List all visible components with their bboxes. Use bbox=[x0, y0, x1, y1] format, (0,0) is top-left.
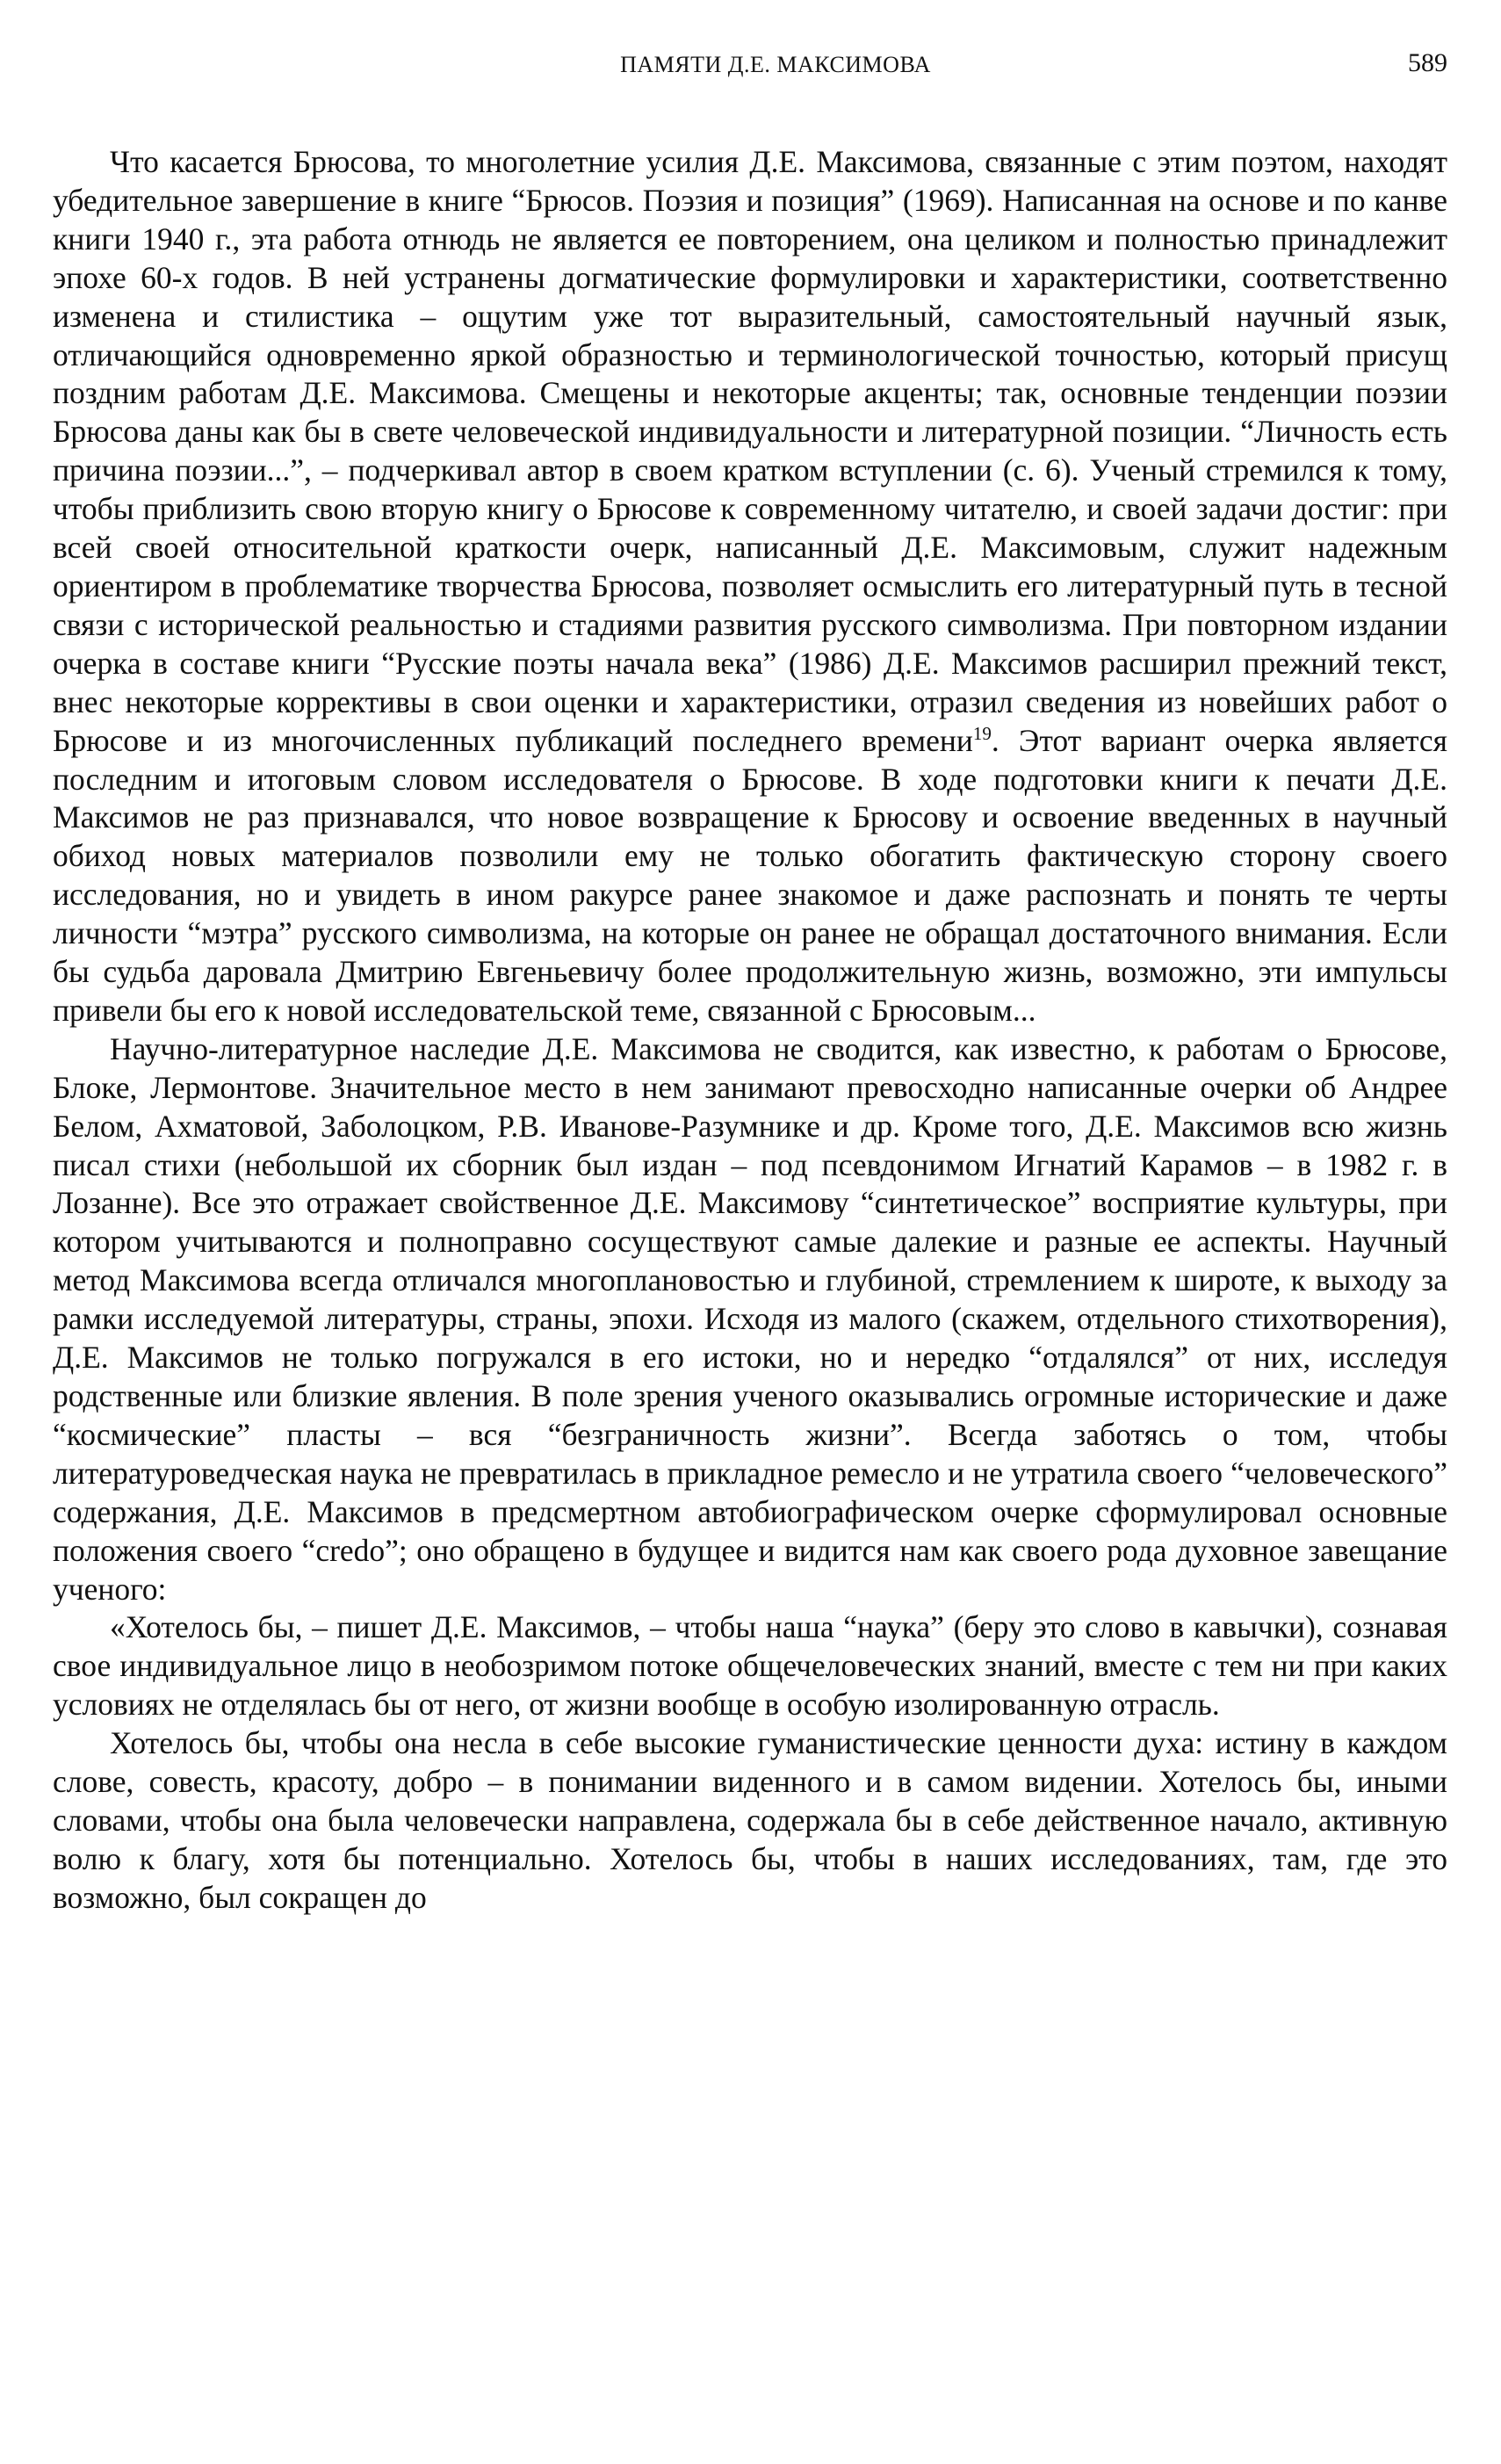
paragraph-quote-continued: Хотелось бы, чтобы она несла в себе высокие гуманистические ценности духа: истину в каждом слове, совесть, красоту, добро – в понимании виденного и в самом видении. Хотелось бы, иными словами, чтобы она была человечески направлена, содержала бы в себе действенное начало, активную волю к благу, хотя бы потенциально. Хотелось бы, чтобы в наших исследованиях, там, где это возможно, был сокращен до bbox=[53, 1725, 1447, 1915]
running-head bbox=[104, 48, 1447, 83]
paragraph-quote-start: «Хотелось бы, – пишет Д.Е. Максимов, – чтобы наша “наука” (беру это слово в кавычки), сознавая свое индивидуальное лицо в необозримом потоке общечеловеческих знаний, вместе с тем ни при каких условиях не отделялась бы от него, от жизни вообще в особую изолированную отрасль. bbox=[53, 1609, 1447, 1723]
page-number: 589 bbox=[1408, 48, 1447, 77]
paragraph-text: . Этот вариант очерка является последним и итоговым словом исследователя о Брюсове. В ходе подготовки книги к печати Д.Е. Максимов не раз признавался, что новое возвращение к Брюсову и освоение введенных в научный обиход новых материалов позволили ему не только обогатить фактическую сторону своего исследования, но и увидеть в ином ракурсе ранее знакомое и даже распознать и понять те черты личности “мэтра” русского символизма, на которые он ранее не обращал достаточного внимания. Если бы судьба даровала Дмитрию Евгеньевичу более продолжительную жизнь, возможно, эти импульсы привели бы его к новой исследовательской теме, связанной с Брюсовым... bbox=[53, 722, 1447, 1028]
paragraph-bryusov bbox=[53, 143, 1447, 1030]
footnote-marker: 19 bbox=[972, 722, 992, 744]
running-title: ПАМЯТИ Д.Е. МАКСИМОВА bbox=[620, 52, 931, 77]
paragraph-text: Что касается Брюсова, то многолетние усилия Д.Е. Максимова, связанные с этим поэтом, находят убедительное завершение в книге “Брюсов. Поэзия и позиция” (1969). Написанная на основе и по канве книги 1940 г., эта работа отнюдь не является ее повторением, она целиком и полностью принадлежит эпохе 60-х годов. В ней устранены догматические формулировки и характеристики, соответственно изменена и стилистика – ощутим уже тот выразительный, самостоятельный научный язык, отличающийся одновременно яркой образностью и терминологической точностью, который присущ поздним работам Д.Е. Максимова. Смещены и некоторые акценты; так, основные тенденции поэзии Брюсова даны как бы в свете человеческой индивидуальности и литературной позиции. “Личность есть причина поэзии...”, – подчеркивал автор в своем кратком вступлении (с. 6). Ученый стремился к тому, чтобы приблизить свою вторую книгу о Брюсове к современному читателю, и своей задачи достиг: при всей своей относительной краткости очерк, написанный Д.Е. Максимовым, служит надежным ориентиром в проблематике творчества Брюсова, позволяет осмыслить его литературный путь в тесной связи с исторической реальностью и стадиями развития русского символизма. При повторном издании очерка в составе книги “Русские поэты начала века” (1986) Д.Е. Максимов расширил прежний текст, внес некоторые коррективы в свои оценки и характеристики, отразил сведения из новейших работ о Брюсове и из многочисленных публикаций последнего времени bbox=[53, 144, 1447, 758]
body-text bbox=[53, 143, 1447, 1918]
paragraph-legacy: Научно-литературное наследие Д.Е. Максимова не сводится, как известно, к работам о Брюсове, Блоке, Лермонтове. Значительное место в нем занимают превосходно написанные очерки об Андрее Белом, Ахматовой, Заболоцком, Р.В. Иванове-Разумнике и др. Кроме того, Д.Е. Максимов всю жизнь писал стихи (небольшой их сборник был издан – под псевдонимом Игнатий Карамов – в 1982 г. в Лозанне). Все это отражает свойственное Д.Е. Максимову “синтетическое” восприятие культуры, при котором учитываются и полноправно сосуществуют самые далекие и разные ее аспекты. Научный метод Максимова всегда отличался многоплановостью и глубиной, стремлением к широте, к выходу за рамки исследуемой литературы, страны, эпохи. Исходя из малого (скажем, отдельного стихотворения), Д.Е. Максимов не только погружался в его истоки, но и нередко “отдалялся” от них, исследуя родственные или близкие явления. В поле зрения ученого оказывались огромные исторические и даже “космические” пласты – вся “безграничность жизни”. Всегда заботясь о том, чтобы литературоведческая наука не превратилась в прикладное ремесло и не утратила своего “человеческого” содержания, Д.Е. Максимов в предсмертном автобиографическом очерке сформулировал основные положения своего “credo”; оно обращено в будущее и видится нам как своего рода духовное завещание ученого: bbox=[53, 1030, 1447, 1607]
